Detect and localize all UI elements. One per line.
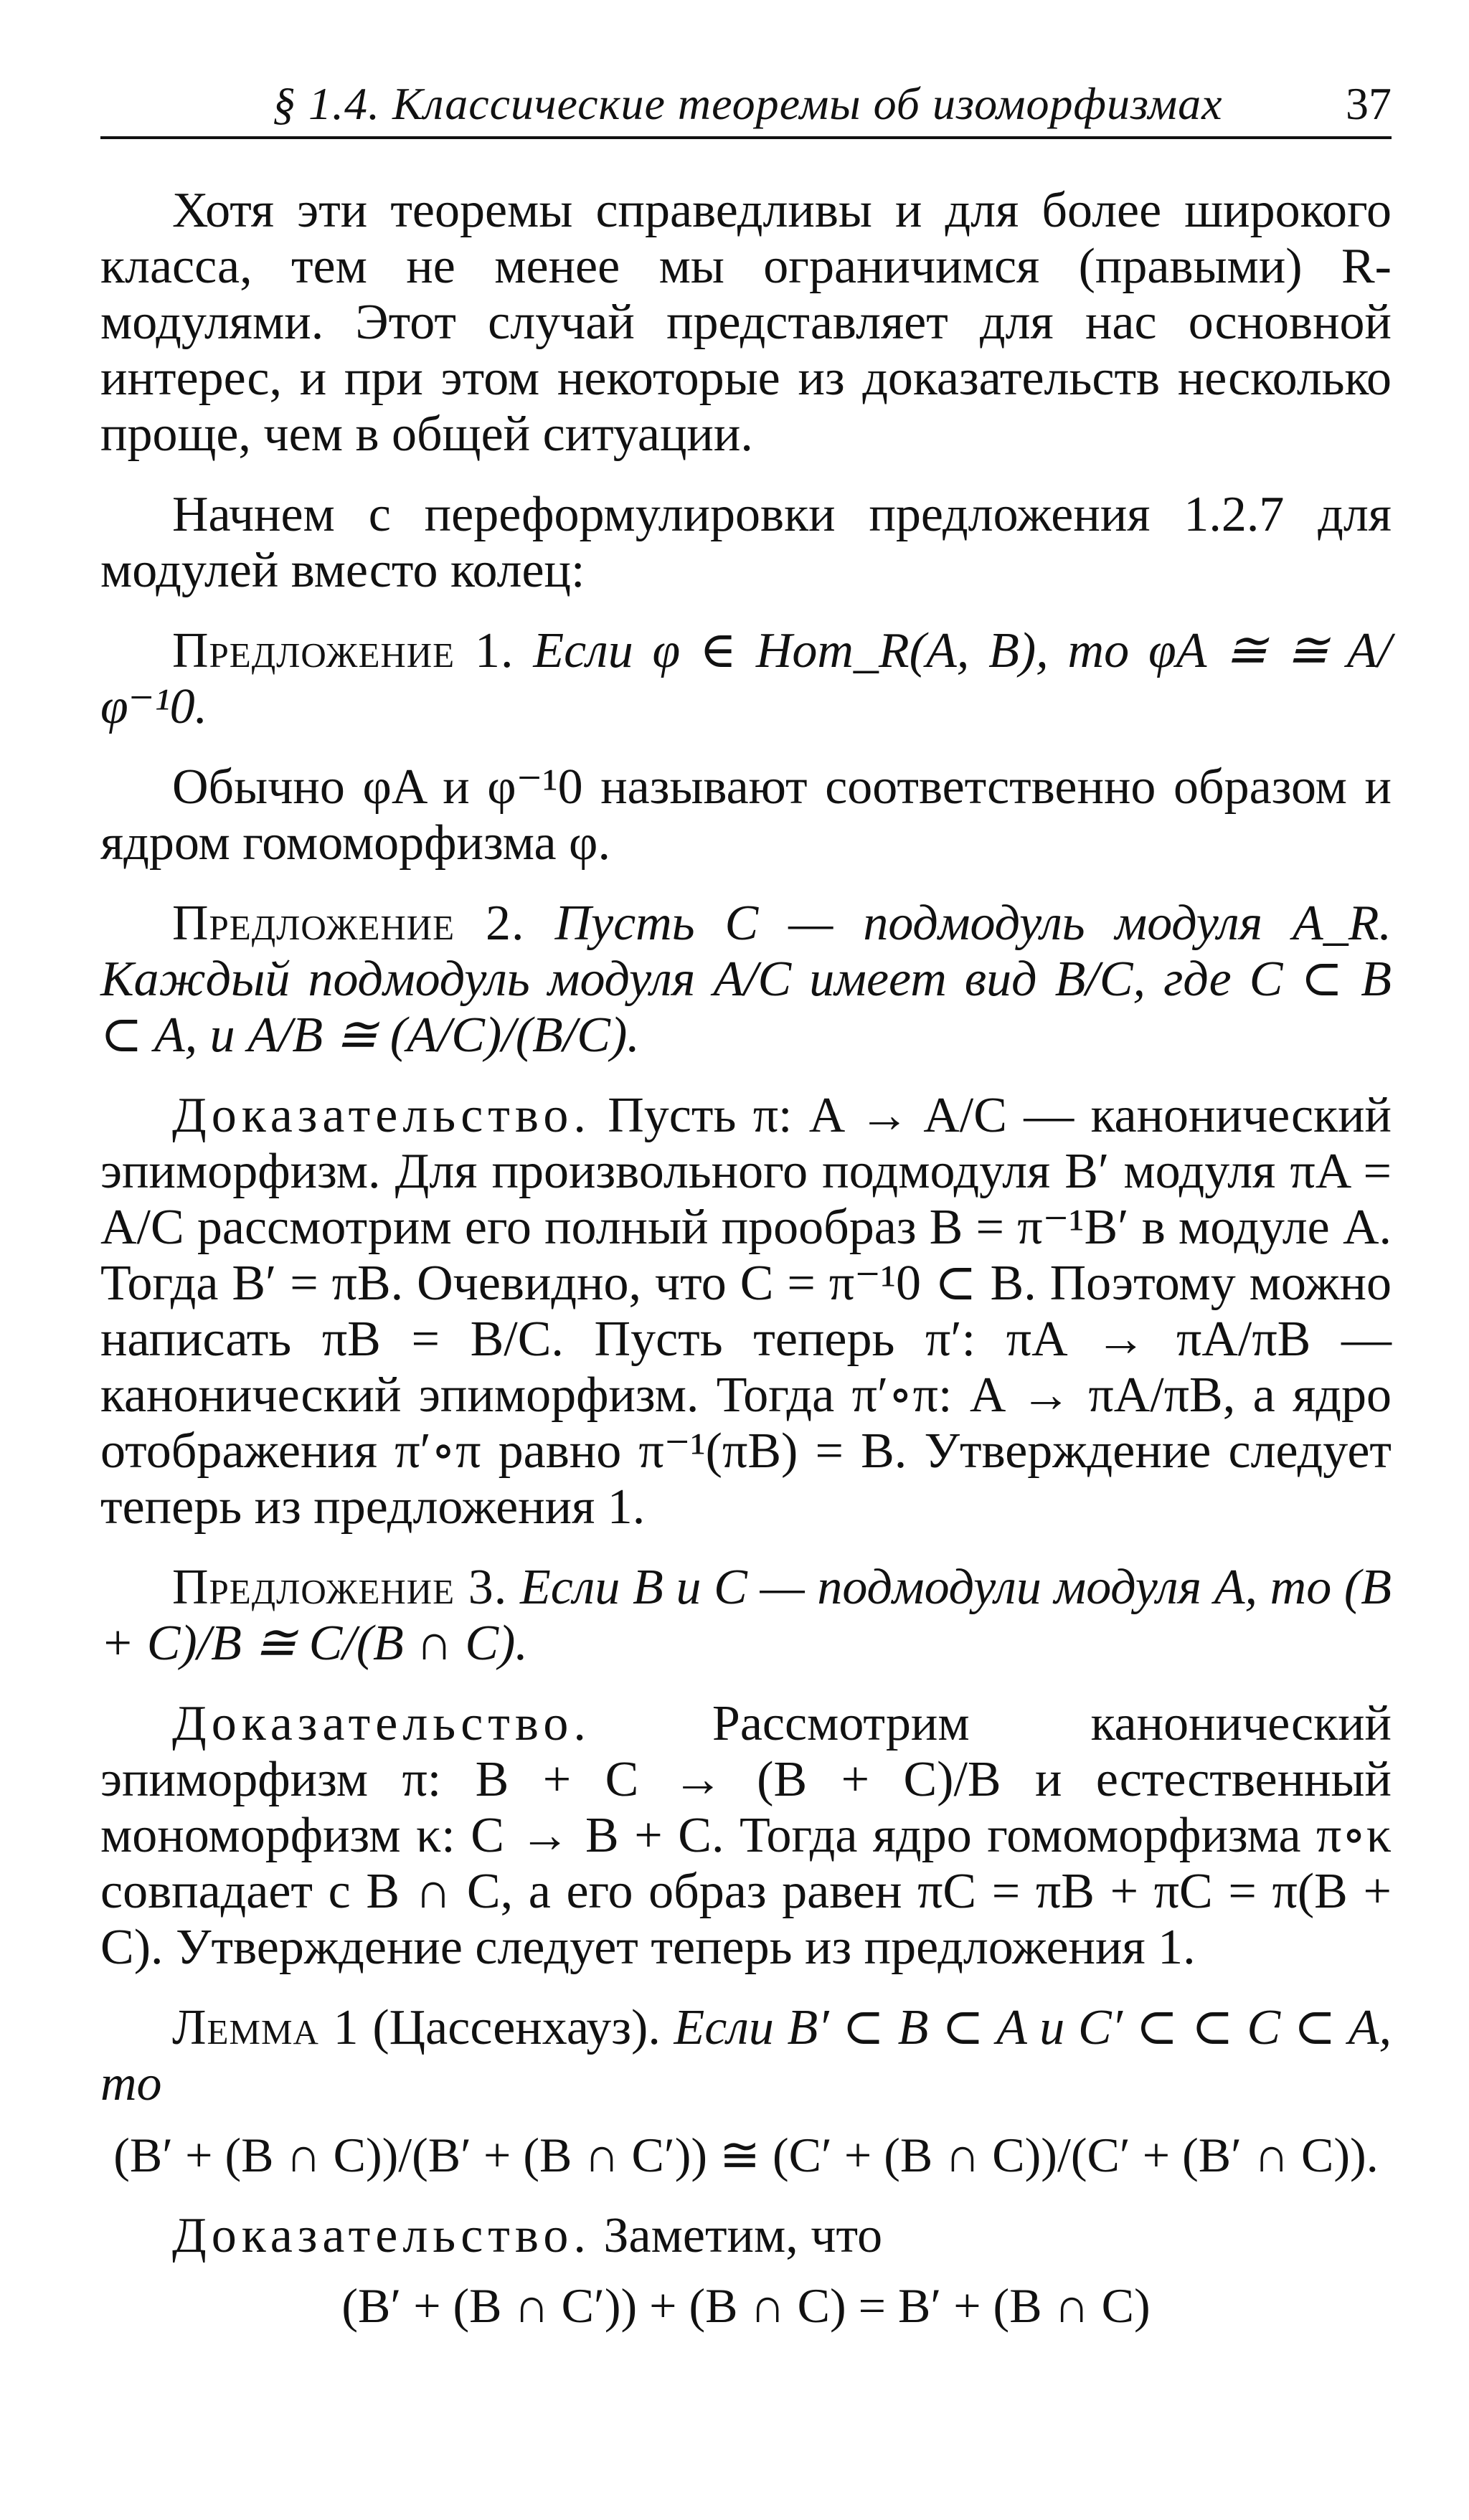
running-header <box>100 72 1392 139</box>
proposition-1-text: Если φ ∈ Hom_R(A, B), то φA ≅ ≅ A/φ⁻¹0. <box>100 623 1392 734</box>
proof-lemma <box>100 2208 1392 2264</box>
lemma-1-text: Если B′ ⊂ B ⊂ A и C′ ⊂ ⊂ C ⊂ A, то <box>100 2000 1392 2111</box>
page-body <box>100 183 1392 2334</box>
intro-paragraph: Хотя эти теоремы справедливы и для более широкого класса, тем не менее мы ограничимся (правыми) R-модулями. Этот случай представляет для нас основной интерес, и при этом некоторые из доказательств несколько проще, чем в общей ситуации. <box>100 183 1392 462</box>
proposition-1 <box>100 623 1392 735</box>
proposition-3 <box>100 1560 1392 1672</box>
proposition-3-text: Если B и C — подмодули модуля A, то (B + C)/B ≅ C/(B ∩ C). <box>100 1560 1392 1671</box>
lemma-1-label: Лемма 1 <box>172 2000 359 2055</box>
image-kernel-note: Обычно φA и φ⁻¹0 называют соответственно образом и ядром гомоморфизма φ. <box>100 759 1392 871</box>
proof-2 <box>100 1088 1392 1535</box>
proof-lemma-text: Заметим, что <box>603 2208 883 2263</box>
section-title: § 1.4. Классические теоремы об изоморфизмах <box>273 78 1223 129</box>
proposition-2-text: Пусть C — подмодуль модуля A_R. Каждый подмодуль модуля A/C имеет вид B/C, где C ⊂ B ⊂ A, и A/B ≅ (A/C)/(B/C). <box>100 896 1392 1063</box>
zassenhaus-formula: (B′ + (B ∩ C))/(B′ + (B ∩ C′)) ≅ (C′ + (B ∩ C))/(C′ + (B′ ∩ C)). <box>113 2128 1379 2182</box>
proposition-2 <box>100 896 1392 1064</box>
proof-2-text: Пусть π: A → A/C — канонический эпиморфизм. Для произвольного подмодуля B′ модуля πA = A/C рассмотрим его полный прообраз B = π⁻¹B′ в модуле A. Тогда B′ = πB. Очевидно, что C = π⁻¹0 ⊂ B. Поэтому можно написать πB = B/C. Пусть теперь π′: πA → πA/πB — канонический эпиморфизм. Тогда π′∘π: A → πA/πB, а ядро отображения π′∘π равно π⁻¹(πB) = B. Утверждение следует теперь из предложения 1. <box>100 1088 1392 1535</box>
proof-3-label: Доказательство. <box>172 1696 591 1751</box>
reformulation-paragraph: Начнем с переформулировки предложения 1.2.7 для модулей вместо колец: <box>100 487 1392 598</box>
page-number: 37 <box>1346 78 1392 129</box>
lemma-1 <box>100 2000 1392 2112</box>
proof-2-label: Доказательство. <box>172 1088 591 1143</box>
proof-3 <box>100 1696 1392 1976</box>
lemma-1-author: (Цассенхауз). <box>372 2000 661 2055</box>
proof-lemma-label: Доказательство. <box>172 2208 591 2263</box>
final-formula: (B′ + (B ∩ C′)) + (B ∩ C) = B′ + (B ∩ C) <box>341 2278 1151 2333</box>
proposition-2-label: Предложение 2. <box>172 896 525 951</box>
proposition-3-label: Предложение 3. <box>172 1560 508 1615</box>
proposition-1-label: Предложение 1. <box>172 623 514 678</box>
proof-3-text: Рассмотрим канонический эпиморфизм π: B + C → (B + C)/B и естественный мономорфизм κ: C → B + C. Тогда ядро гомоморфизма π∘κ совпадает с B ∩ C, а его образ равен πC = πB + πC = π(B + C). Утверждение следует теперь из предложения 1. <box>100 1696 1392 1975</box>
